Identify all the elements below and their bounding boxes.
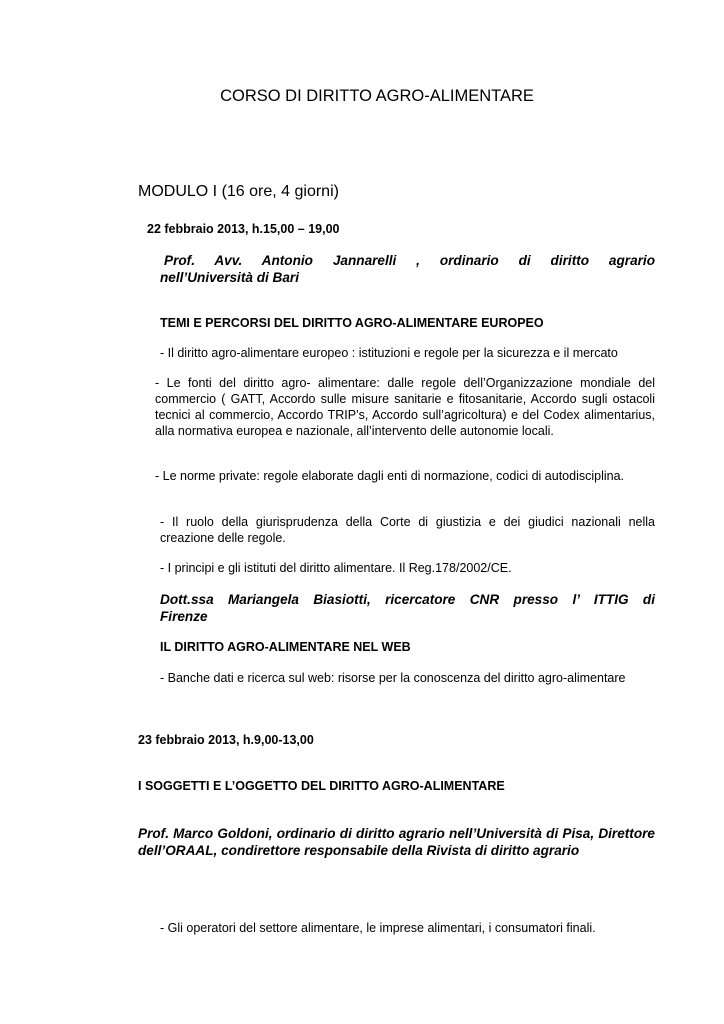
section-heading-temi: TEMI E PERCORSI DEL DIRITTO AGRO-ALIMENTARE EUROPEO [160, 316, 544, 330]
speaker-jannarelli-line1: Prof. Avv. Antonio Jannarelli , ordinario di diritto agrario [164, 253, 655, 268]
list-item-2: - Le fonti del diritto agro- alimentare: dalle regole dell’Organizzazione mondiale del commercio ( GATT, Accordo sulle misure sanitarie e fitosanitarie, Accordo sugli ostacoli tecnici al commercio, Accordo TRIP’s, Accordo sull’agricoltura) e del Codex alimentarius, alla normativa europea e nazionale, all’intervento delle autonomie locali. [155, 376, 655, 438]
day1-date: 22 febbraio 2013, h.15,00 – 19,00 [147, 222, 340, 236]
speaker-biasiotti [160, 591, 655, 625]
speaker-biasiotti-line1: Dott.ssa Mariangela Biasiotti, ricercatore CNR presso l’ ITTIG di [160, 592, 655, 607]
module-heading: MODULO I (16 ore, 4 giorni) [138, 183, 339, 200]
section-heading-web: IL DIRITTO AGRO-ALIMENTARE NEL WEB [160, 640, 411, 654]
list-item-4: - Il ruolo della giurisprudenza della Corte di giustizia e dei giudici nazionali nella creazione delle regole. [160, 515, 655, 545]
speaker-goldoni: Prof. Marco Goldoni, ordinario di diritto agrario nell’Università di Pisa, Direttore dell’ORAAL, condirettore responsabile della Rivista di diritto agrario [138, 826, 655, 858]
day2-item: - Gli operatori del settore alimentare, le imprese alimentari, i consumatori finali. [160, 921, 596, 935]
document-title: CORSO DI DIRITTO AGRO-ALIMENTARE [220, 87, 534, 105]
web-item: - Banche dati e ricerca sul web: risorse per la conoscenza del diritto agro-alimentare [160, 671, 626, 685]
list-item-1: - Il diritto agro-alimentare europeo : istituzioni e regole per la sicurezza e il mercato [160, 346, 618, 360]
section-heading-soggetti: I SOGGETTI E L’OGGETTO DEL DIRITTO AGRO-ALIMENTARE [138, 779, 505, 793]
speaker-jannarelli [160, 252, 655, 286]
day2-date: 23 febbraio 2013, h.9,00-13,00 [138, 733, 314, 747]
speaker-biasiotti-line2: Firenze [160, 609, 208, 624]
list-item-5: - I principi e gli istituti del diritto alimentare. Il Reg.178/2002/CE. [160, 561, 512, 575]
list-item-3: - Le norme private: regole elaborate dagli enti di normazione, codici di autodisciplina. [155, 469, 625, 483]
speaker-jannarelli-line2: nell’Università di Bari [160, 270, 300, 285]
